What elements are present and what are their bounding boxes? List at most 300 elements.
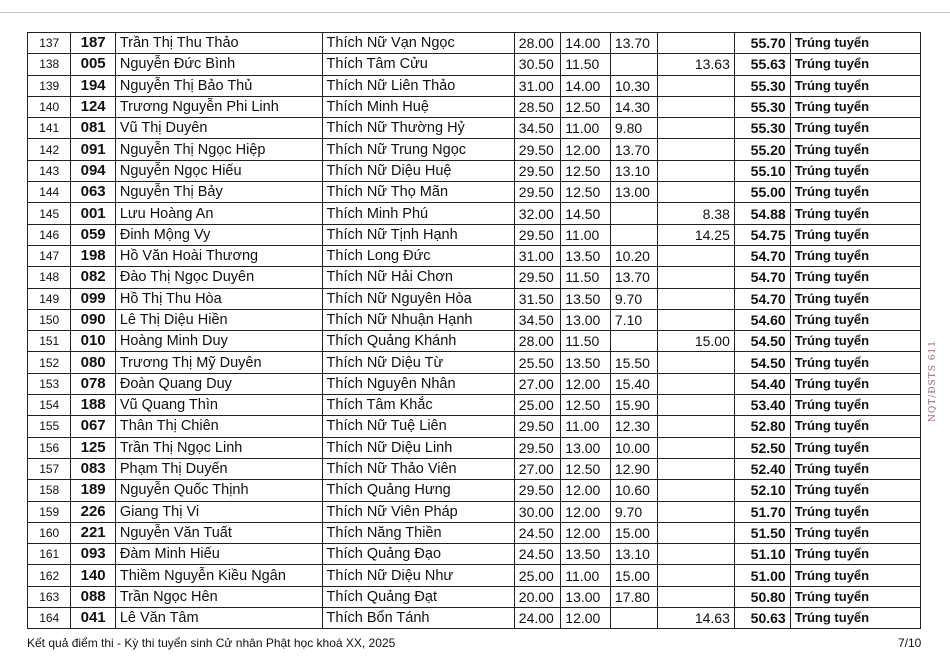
score-3: 15.00 [610, 565, 658, 586]
score-4 [658, 416, 734, 437]
score-1: 30.00 [514, 501, 561, 522]
dharma-name: Thích Nữ Diệu Như [322, 565, 514, 586]
score-4 [658, 288, 734, 309]
dharma-name: Thích Quảng Đạo [322, 544, 514, 565]
score-3: 13.10 [610, 160, 658, 181]
result-status: Trúng tuyển [790, 395, 920, 416]
score-1: 28.00 [514, 33, 561, 54]
row-number: 157 [28, 458, 71, 479]
table-row [28, 182, 921, 203]
candidate-id: 090 [71, 309, 115, 330]
total-score: 55.10 [734, 160, 790, 181]
table-row [28, 75, 921, 96]
result-status: Trúng tuyển [790, 608, 920, 629]
table-row [28, 565, 921, 586]
table-row [28, 501, 921, 522]
dharma-name: Thích Nữ Tịnh Hạnh [322, 224, 514, 245]
total-score: 54.75 [734, 224, 790, 245]
total-score: 52.10 [734, 480, 790, 501]
score-1: 31.00 [514, 75, 561, 96]
candidate-name: Lê Thị Diệu Hiền [115, 309, 322, 330]
candidate-name: Thiềm Nguyễn Kiều Ngân [115, 565, 322, 586]
score-1: 24.50 [514, 522, 561, 543]
total-score: 54.50 [734, 331, 790, 352]
total-score: 54.60 [734, 309, 790, 330]
score-2: 14.00 [561, 75, 611, 96]
total-score: 52.50 [734, 437, 790, 458]
score-2: 14.50 [561, 203, 611, 224]
score-4 [658, 182, 734, 203]
candidate-id: 082 [71, 267, 115, 288]
score-2: 11.00 [561, 118, 611, 139]
row-number: 147 [28, 245, 71, 266]
result-status: Trúng tuyển [790, 586, 920, 607]
candidate-id: 226 [71, 501, 115, 522]
row-number: 149 [28, 288, 71, 309]
dharma-name: Thích Quảng Đạt [322, 586, 514, 607]
score-3: 10.60 [610, 480, 658, 501]
table-row [28, 416, 921, 437]
table-row [28, 224, 921, 245]
score-3: 15.40 [610, 373, 658, 394]
candidate-name: Đàm Minh Hiếu [115, 544, 322, 565]
score-2: 12.50 [561, 182, 611, 203]
table-row [28, 437, 921, 458]
result-status: Trúng tuyển [790, 565, 920, 586]
score-2: 13.50 [561, 288, 611, 309]
score-1: 32.00 [514, 203, 561, 224]
dharma-name: Thích Minh Phú [322, 203, 514, 224]
footer-title: Kết quả điểm thi - Kỳ thi tuyển sinh Cử nhân Phật học khoá XX, 2025 [27, 636, 396, 650]
candidate-name: Đào Thị Ngọc Duyên [115, 267, 322, 288]
table-row [28, 480, 921, 501]
candidate-name: Nguyễn Thị Bảo Thủ [115, 75, 322, 96]
table-row [28, 288, 921, 309]
total-score: 51.10 [734, 544, 790, 565]
table-row [28, 331, 921, 352]
score-3: 13.70 [610, 139, 658, 160]
table-row [28, 544, 921, 565]
dharma-name: Thích Năng Thiền [322, 522, 514, 543]
result-status: Trúng tuyển [790, 224, 920, 245]
score-2: 11.50 [561, 331, 611, 352]
candidate-id: 125 [71, 437, 115, 458]
score-4 [658, 586, 734, 607]
candidate-id: 091 [71, 139, 115, 160]
row-number: 161 [28, 544, 71, 565]
score-3: 13.70 [610, 267, 658, 288]
row-number: 163 [28, 586, 71, 607]
score-1: 31.00 [514, 245, 561, 266]
candidate-name: Nguyễn Thị Bảy [115, 182, 322, 203]
score-4 [658, 522, 734, 543]
score-3: 9.80 [610, 118, 658, 139]
score-4 [658, 501, 734, 522]
candidate-name: Trương Nguyễn Phi Linh [115, 96, 322, 117]
score-2: 12.50 [561, 395, 611, 416]
score-4 [658, 118, 734, 139]
row-number: 151 [28, 331, 71, 352]
dharma-name: Thích Nữ Trung Ngọc [322, 139, 514, 160]
score-4: 8.38 [658, 203, 734, 224]
score-4 [658, 395, 734, 416]
candidate-name: Phạm Thị Duyến [115, 458, 322, 479]
score-3: 15.00 [610, 522, 658, 543]
score-2: 13.00 [561, 437, 611, 458]
score-4: 15.00 [658, 331, 734, 352]
candidate-name: Vũ Quang Thìn [115, 395, 322, 416]
score-1: 25.00 [514, 565, 561, 586]
dharma-name: Thích Nữ Viên Pháp [322, 501, 514, 522]
candidate-name: Nguyễn Văn Tuất [115, 522, 322, 543]
candidate-id: 083 [71, 458, 115, 479]
score-3: 10.00 [610, 437, 658, 458]
score-2: 11.00 [561, 565, 611, 586]
candidate-name: Vũ Thị Duyên [115, 118, 322, 139]
score-4 [658, 33, 734, 54]
result-status: Trúng tuyển [790, 139, 920, 160]
total-score: 55.30 [734, 118, 790, 139]
score-1: 24.00 [514, 608, 561, 629]
candidate-name: Nguyễn Ngọc Hiếu [115, 160, 322, 181]
result-status: Trúng tuyển [790, 75, 920, 96]
row-number: 152 [28, 352, 71, 373]
table-row [28, 245, 921, 266]
score-3 [610, 203, 658, 224]
score-2: 12.00 [561, 501, 611, 522]
score-1: 29.50 [514, 160, 561, 181]
score-3 [610, 608, 658, 629]
total-score: 55.20 [734, 139, 790, 160]
score-2: 13.50 [561, 544, 611, 565]
candidate-name: Hồ Thị Thu Hòa [115, 288, 322, 309]
score-2: 13.50 [561, 245, 611, 266]
row-number: 140 [28, 96, 71, 117]
score-2: 11.50 [561, 267, 611, 288]
result-status: Trúng tuyển [790, 288, 920, 309]
dharma-name: Thích Tâm Cửu [322, 54, 514, 75]
dharma-name: Thích Nữ Diệu Huệ [322, 160, 514, 181]
candidate-name: Nguyễn Thị Ngọc Hiệp [115, 139, 322, 160]
row-number: 143 [28, 160, 71, 181]
score-3: 13.70 [610, 33, 658, 54]
score-1: 31.50 [514, 288, 561, 309]
candidate-id: 187 [71, 33, 115, 54]
total-score: 52.80 [734, 416, 790, 437]
score-4: 14.25 [658, 224, 734, 245]
total-score: 54.88 [734, 203, 790, 224]
table-row [28, 96, 921, 117]
dharma-name: Thích Long Đức [322, 245, 514, 266]
page-top-edge [0, 12, 950, 13]
result-status: Trúng tuyển [790, 501, 920, 522]
score-3: 13.00 [610, 182, 658, 203]
score-3: 12.90 [610, 458, 658, 479]
candidate-name: Đoàn Quang Duy [115, 373, 322, 394]
score-1: 27.00 [514, 373, 561, 394]
row-number: 158 [28, 480, 71, 501]
score-4 [658, 565, 734, 586]
total-score: 52.40 [734, 458, 790, 479]
score-1: 29.50 [514, 267, 561, 288]
row-number: 160 [28, 522, 71, 543]
table-row [28, 309, 921, 330]
candidate-id: 001 [71, 203, 115, 224]
score-2: 12.00 [561, 522, 611, 543]
score-2: 12.00 [561, 139, 611, 160]
total-score: 51.50 [734, 522, 790, 543]
dharma-name: Thích Tâm Khắc [322, 395, 514, 416]
score-1: 29.50 [514, 437, 561, 458]
total-score: 55.63 [734, 54, 790, 75]
total-score: 54.50 [734, 352, 790, 373]
candidate-id: 078 [71, 373, 115, 394]
candidate-name: Trần Thị Thu Thảo [115, 33, 322, 54]
dharma-name: Thích Quảng Hưng [322, 480, 514, 501]
score-4 [658, 160, 734, 181]
score-1: 29.50 [514, 182, 561, 203]
score-2: 12.00 [561, 480, 611, 501]
total-score: 51.70 [734, 501, 790, 522]
table-row [28, 522, 921, 543]
result-status: Trúng tuyển [790, 54, 920, 75]
score-4 [658, 352, 734, 373]
row-number: 145 [28, 203, 71, 224]
score-2: 12.00 [561, 608, 611, 629]
row-number: 141 [28, 118, 71, 139]
candidate-id: 093 [71, 544, 115, 565]
dharma-name: Thích Minh Huệ [322, 96, 514, 117]
result-status: Trúng tuyển [790, 160, 920, 181]
score-2: 13.00 [561, 586, 611, 607]
score-4 [658, 309, 734, 330]
score-4 [658, 245, 734, 266]
score-1: 29.50 [514, 480, 561, 501]
score-4 [658, 96, 734, 117]
row-number: 153 [28, 373, 71, 394]
candidate-id: 010 [71, 331, 115, 352]
candidate-id: 189 [71, 480, 115, 501]
candidate-id: 198 [71, 245, 115, 266]
score-3: 15.50 [610, 352, 658, 373]
score-4 [658, 480, 734, 501]
candidate-id: 124 [71, 96, 115, 117]
row-number: 162 [28, 565, 71, 586]
table-row [28, 373, 921, 394]
dharma-name: Thích Nữ Nguyên Hòa [322, 288, 514, 309]
total-score: 53.40 [734, 395, 790, 416]
row-number: 139 [28, 75, 71, 96]
score-1: 25.50 [514, 352, 561, 373]
row-number: 150 [28, 309, 71, 330]
total-score: 54.40 [734, 373, 790, 394]
score-1: 20.00 [514, 586, 561, 607]
score-1: 29.50 [514, 139, 561, 160]
candidate-id: 080 [71, 352, 115, 373]
result-status: Trúng tuyển [790, 416, 920, 437]
dharma-name: Thích Nữ Diệu Từ [322, 352, 514, 373]
candidate-name: Nguyễn Đức Bình [115, 54, 322, 75]
score-3 [610, 224, 658, 245]
score-1: 34.50 [514, 118, 561, 139]
score-1: 25.00 [514, 395, 561, 416]
score-2: 13.50 [561, 352, 611, 373]
result-status: Trúng tuyển [790, 352, 920, 373]
total-score: 55.00 [734, 182, 790, 203]
score-2: 11.00 [561, 416, 611, 437]
score-3 [610, 331, 658, 352]
score-3: 10.30 [610, 75, 658, 96]
result-status: Trúng tuyển [790, 480, 920, 501]
row-number: 154 [28, 395, 71, 416]
candidate-name: Hồ Văn Hoài Thương [115, 245, 322, 266]
dharma-name: Thích Nữ Liên Thảo [322, 75, 514, 96]
result-status: Trúng tuyển [790, 182, 920, 203]
dharma-name: Thích Nữ Thường Hỷ [322, 118, 514, 139]
score-2: 12.50 [561, 96, 611, 117]
table-row [28, 267, 921, 288]
dharma-name: Thích Nữ Diệu Linh [322, 437, 514, 458]
candidate-id: 088 [71, 586, 115, 607]
table-row [28, 33, 921, 54]
score-3: 9.70 [610, 288, 658, 309]
page-number: 7/10 [898, 636, 922, 650]
score-3: 15.90 [610, 395, 658, 416]
result-status: Trúng tuyển [790, 522, 920, 543]
dharma-name: Thích Nữ Tuệ Liên [322, 416, 514, 437]
result-status: Trúng tuyển [790, 437, 920, 458]
table-row [28, 586, 921, 607]
score-1: 34.50 [514, 309, 561, 330]
total-score: 51.00 [734, 565, 790, 586]
results-table [27, 32, 921, 629]
candidate-id: 188 [71, 395, 115, 416]
score-4 [658, 139, 734, 160]
table-row [28, 118, 921, 139]
score-1: 28.00 [514, 331, 561, 352]
result-status: Trúng tuyển [790, 544, 920, 565]
result-status: Trúng tuyển [790, 203, 920, 224]
candidate-name: Trần Ngọc Hên [115, 586, 322, 607]
total-score: 55.30 [734, 75, 790, 96]
row-number: 138 [28, 54, 71, 75]
candidate-id: 140 [71, 565, 115, 586]
result-status: Trúng tuyển [790, 373, 920, 394]
row-number: 164 [28, 608, 71, 629]
score-3: 14.30 [610, 96, 658, 117]
row-number: 142 [28, 139, 71, 160]
margin-stamp: NQT/ĐSTS 611 [928, 340, 938, 422]
candidate-name: Trần Thị Ngọc Linh [115, 437, 322, 458]
row-number: 146 [28, 224, 71, 245]
row-number: 156 [28, 437, 71, 458]
candidate-name: Hoàng Minh Duy [115, 331, 322, 352]
candidate-id: 081 [71, 118, 115, 139]
total-score: 50.80 [734, 586, 790, 607]
total-score: 55.30 [734, 96, 790, 117]
row-number: 148 [28, 267, 71, 288]
score-3: 9.70 [610, 501, 658, 522]
table-row [28, 352, 921, 373]
row-number: 159 [28, 501, 71, 522]
candidate-id: 067 [71, 416, 115, 437]
result-status: Trúng tuyển [790, 267, 920, 288]
candidate-name: Trương Thị Mỹ Duyên [115, 352, 322, 373]
dharma-name: Thích Quảng Khánh [322, 331, 514, 352]
score-2: 14.00 [561, 33, 611, 54]
row-number: 155 [28, 416, 71, 437]
table-row [28, 395, 921, 416]
dharma-name: Thích Nữ Vạn Ngọc [322, 33, 514, 54]
score-1: 27.00 [514, 458, 561, 479]
score-3: 17.80 [610, 586, 658, 607]
score-1: 29.50 [514, 224, 561, 245]
candidate-name: Lưu Hoàng An [115, 203, 322, 224]
candidate-name: Giang Thị Vi [115, 501, 322, 522]
score-4: 13.63 [658, 54, 734, 75]
score-2: 12.00 [561, 373, 611, 394]
candidate-id: 094 [71, 160, 115, 181]
score-3: 12.30 [610, 416, 658, 437]
score-4: 14.63 [658, 608, 734, 629]
result-status: Trúng tuyển [790, 118, 920, 139]
candidate-id: 194 [71, 75, 115, 96]
score-1: 24.50 [514, 544, 561, 565]
results-table-body [28, 33, 921, 629]
candidate-id: 005 [71, 54, 115, 75]
score-1: 30.50 [514, 54, 561, 75]
dharma-name: Thích Nữ Hải Chơn [322, 267, 514, 288]
dharma-name: Thích Nữ Nhuận Hạnh [322, 309, 514, 330]
candidate-name: Lê Văn Tâm [115, 608, 322, 629]
dharma-name: Thích Nữ Thảo Viên [322, 458, 514, 479]
score-4 [658, 544, 734, 565]
result-status: Trúng tuyển [790, 331, 920, 352]
total-score: 54.70 [734, 245, 790, 266]
row-number: 137 [28, 33, 71, 54]
score-2: 13.00 [561, 309, 611, 330]
result-status: Trúng tuyển [790, 33, 920, 54]
total-score: 50.63 [734, 608, 790, 629]
total-score: 54.70 [734, 288, 790, 309]
candidate-name: Nguyễn Quốc Thịnh [115, 480, 322, 501]
result-status: Trúng tuyển [790, 458, 920, 479]
score-4 [658, 458, 734, 479]
score-4 [658, 75, 734, 96]
score-1: 29.50 [514, 416, 561, 437]
candidate-name: Đinh Mộng Vy [115, 224, 322, 245]
dharma-name: Thích Nữ Thọ Mãn [322, 182, 514, 203]
result-status: Trúng tuyển [790, 245, 920, 266]
dharma-name: Thích Bổn Tánh [322, 608, 514, 629]
score-1: 28.50 [514, 96, 561, 117]
table-row [28, 203, 921, 224]
table-row [28, 160, 921, 181]
result-status: Trúng tuyển [790, 96, 920, 117]
score-2: 11.00 [561, 224, 611, 245]
score-2: 12.50 [561, 458, 611, 479]
score-4 [658, 373, 734, 394]
total-score: 54.70 [734, 267, 790, 288]
table-row [28, 458, 921, 479]
result-status: Trúng tuyển [790, 309, 920, 330]
score-2: 11.50 [561, 54, 611, 75]
score-2: 12.50 [561, 160, 611, 181]
candidate-id: 063 [71, 182, 115, 203]
score-4 [658, 267, 734, 288]
score-3: 13.10 [610, 544, 658, 565]
table-row [28, 54, 921, 75]
